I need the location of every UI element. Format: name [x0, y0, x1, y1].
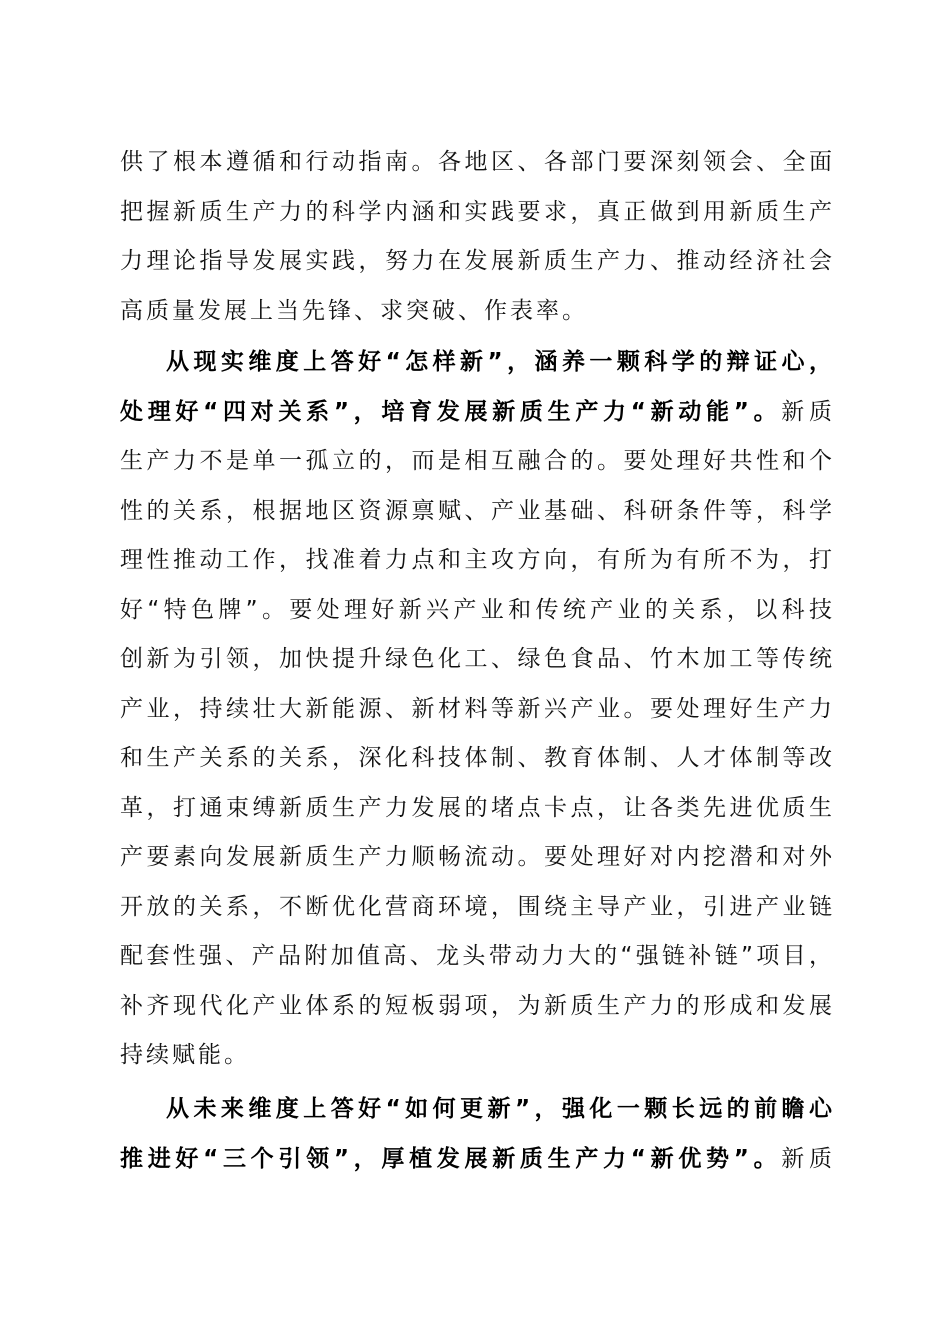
- paragraph-2-heading-line-1: 从现实维度上答好“怎样新”，涵养一颗科学的辩证心，: [166, 349, 832, 375]
- paragraph-2-line-13: 持续赋能。: [120, 1042, 250, 1068]
- paragraph-2-heading-rest: 新质: [781, 398, 833, 425]
- paragraph-2-line-8: 革，打通束缚新质生产力发展的堵点卡点，让各类先进优质生: [120, 794, 832, 821]
- paragraph-2-line-6: 产业，持续壮大新能源、新材料等新兴产业。要处理好生产力: [120, 695, 832, 722]
- paragraph-2-line-4: 好“特色牌”。要处理好新兴产业和传统产业的关系，以科技: [120, 596, 832, 623]
- paragraph-2-line-1: 生产力不是单一孤立的，而是相互融合的。要处理好共性和个: [120, 448, 832, 474]
- paragraph-2: [120, 338, 832, 1081]
- paragraph-2-heading-bold: 处理好“四对关系”，培育发展新质生产力“新动能”。: [120, 398, 782, 425]
- paragraph-3-heading-bold: 推进好“三个引领”，厚植发展新质生产力“新优势”。: [120, 1145, 782, 1172]
- paragraph-2-line-10: 开放的关系，不断优化营商环境，围绕主导产业，引进产业链: [120, 893, 832, 920]
- paragraph-3: [120, 1085, 832, 1184]
- paragraph-3-heading-line-2: [120, 1135, 832, 1185]
- paragraph-1: [120, 138, 832, 336]
- paragraph-2-line-7: 和生产关系的关系，深化科技体制、教育体制、人才体制等改: [120, 745, 832, 771]
- paragraph-2-line-12: 补齐现代化产业体系的短板弱项，为新质生产力的形成和发展: [120, 992, 832, 1019]
- paragraph-2-line-3: 理性推动工作，找准着力点和主攻方向，有所为有所不为，打: [120, 547, 832, 573]
- paragraph-3-heading-line-1: 从未来维度上答好“如何更新”，强化一颗长远的前瞻心: [166, 1096, 832, 1122]
- paragraph-1-line-2: 把握新质生产力的科学内涵和实践要求，真正做到用新质生产: [120, 198, 832, 225]
- paragraph-1-line-4: 高质量发展上当先锋、求突破、作表率。: [120, 297, 588, 324]
- paragraph-2-heading-line-2: [120, 388, 832, 438]
- paragraph-2-line-9: 产要素向发展新质生产力顺畅流动。要处理好对内挖潜和对外: [120, 844, 832, 870]
- paragraph-2-line-5: 创新为引领，加快提升绿色化工、绿色食品、竹木加工等传统: [120, 646, 832, 672]
- paragraph-1-line-1: 供了根本遵循和行动指南。各地区、各部门要深刻领会、全面: [120, 149, 832, 175]
- paragraph-3-heading-rest: 新质: [781, 1145, 833, 1172]
- paragraph-1-line-3: 力理论指导发展实践，努力在发展新质生产力、推动经济社会: [120, 248, 832, 274]
- paragraph-2-line-11: 配套性强、产品附加值高、龙头带动力大的“强链补链”项目，: [120, 943, 832, 969]
- paragraph-2-line-2: 性的关系，根据地区资源禀赋、产业基础、科研条件等，科学: [120, 497, 832, 524]
